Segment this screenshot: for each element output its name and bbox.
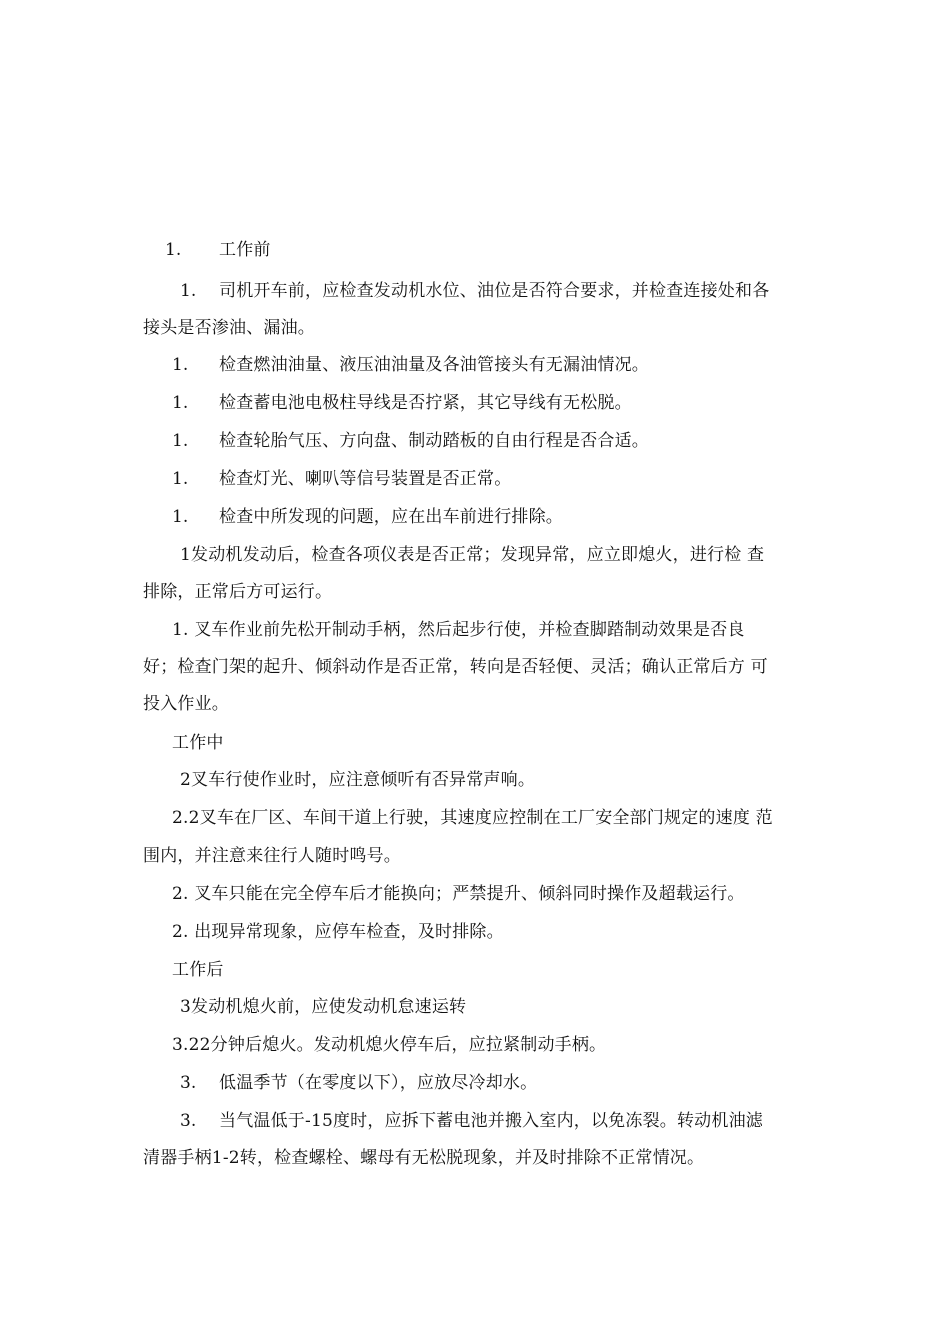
during-para-1: 2叉车行使作业时，应注意倾听有否异常声响。	[180, 770, 536, 790]
during-para-2-line-2: 围内，并注意来往行人随时鸣号。	[143, 846, 401, 866]
item-2-text: 检查燃油油量、液压油油量及各油管接头有无漏油情况。	[219, 355, 649, 375]
item-2-number: 1.	[172, 355, 189, 375]
after-para-3: 低温季节（在零度以下），应放尽冷却水。	[219, 1073, 538, 1093]
item-4-text: 检查轮胎气压、方向盘、制动踏板的自由行程是否合适。	[219, 431, 649, 451]
after-para-4-number: 3.	[180, 1111, 197, 1131]
engine-para-line-2: 排除，正常后方可运行。	[143, 582, 333, 602]
section-1-number: 1.	[165, 240, 182, 260]
item-3-number: 1.	[172, 393, 189, 413]
section-3-title: 工作后	[172, 960, 224, 980]
forklift-para-line-3: 投入作业。	[143, 694, 229, 714]
during-para-3: 2. 叉车只能在完全停车后才能换向；严禁提升、倾斜同时操作及超载运行。	[172, 884, 745, 904]
item-5-number: 1.	[172, 469, 189, 489]
after-para-1: 3发动机熄火前，应使发动机怠速运转	[180, 997, 467, 1017]
item-3-text: 检查蓄电池电极柱导线是否拧紧，其它导线有无松脱。	[219, 393, 632, 413]
during-para-4: 2. 出现异常现象，应停车检查，及时排除。	[172, 922, 504, 942]
item-1-number: 1.	[180, 281, 197, 301]
forklift-para-line-1: 1. 叉车作业前先松开制动手柄，然后起步行使，并检查脚踏制动效果是否良	[172, 620, 745, 640]
item-6-text: 检查中所发现的问题，应在出车前进行排除。	[219, 507, 563, 527]
after-para-4-line-2: 清器手柄1-2转，检查螺栓、螺母有无松脱现象，并及时排除不正常情况。	[143, 1148, 705, 1168]
after-para-3-number: 3.	[180, 1073, 197, 1093]
item-4-number: 1.	[172, 431, 189, 451]
forklift-para-line-2: 好；检查门架的起升、倾斜动作是否正常，转向是否轻便、灵活；确认正常后方 可	[143, 657, 768, 677]
after-para-2: 3.22分钟后熄火。发动机熄火停车后，应拉紧制动手柄。	[172, 1035, 607, 1055]
item-1-line-1: 司机开车前，应检查发动机水位、油位是否符合要求，并检查连接处和各	[219, 281, 770, 301]
section-1-title: 工作前	[219, 240, 271, 260]
item-5-text: 检查灯光、喇叭等信号装置是否正常。	[219, 469, 512, 489]
during-para-2-line-1: 2.2叉车在厂区、车间干道上行驶，其速度应控制在工厂安全部门规定的速度 范	[172, 808, 773, 828]
item-1-line-2: 接头是否渗油、漏油。	[143, 318, 315, 338]
section-2-title: 工作中	[172, 733, 224, 753]
item-6-number: 1.	[172, 507, 189, 527]
after-para-4-line-1: 当气温低于-15度时，应拆下蓄电池并搬入室内，以免冻裂。转动机油滤	[219, 1111, 763, 1131]
engine-para-line-1: 1发动机发动后，检查各项仪表是否正常；发现异常，应立即熄火，进行检 查	[180, 545, 765, 565]
